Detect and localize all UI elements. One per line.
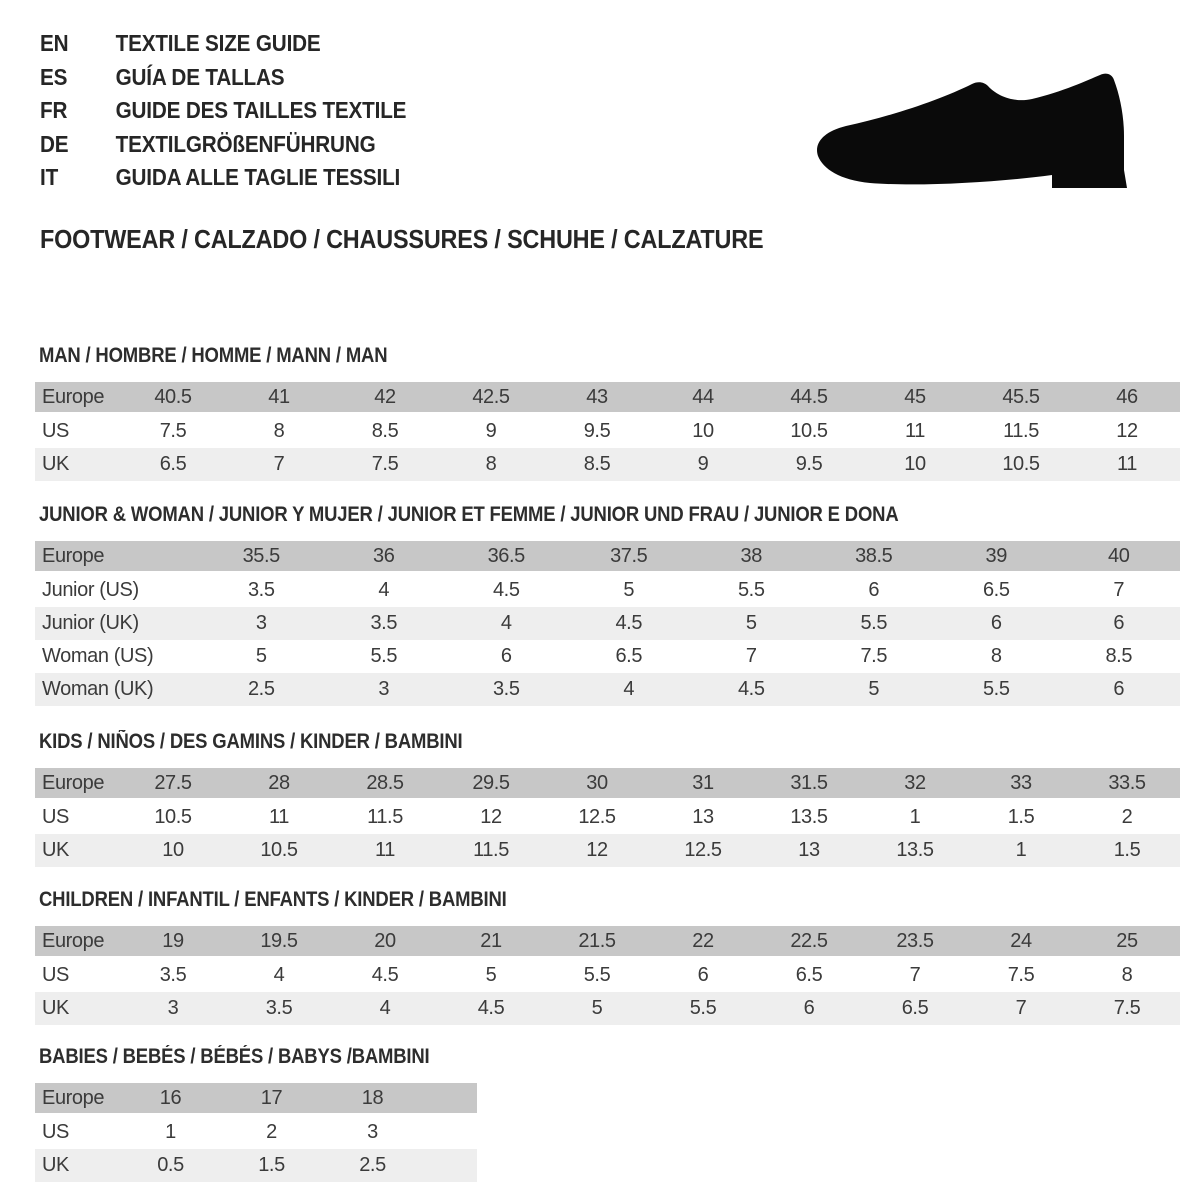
size-value: 5.5 xyxy=(689,997,717,1019)
table-row xyxy=(35,801,1180,834)
children-table-title: CHILDREN / INFANTIL / ENFANTS / KINDER / BAMBINI xyxy=(39,888,507,911)
size-value: 5 xyxy=(485,964,497,986)
size-value: 39 xyxy=(985,544,1007,567)
size-value: 8 xyxy=(990,645,1002,667)
size-value: 5.5 xyxy=(370,645,398,667)
size-value: 9 xyxy=(485,420,497,442)
row-label: Europe xyxy=(42,771,105,794)
size-value: 24 xyxy=(1010,929,1032,952)
size-value: 45 xyxy=(904,385,926,408)
size-value: 9 xyxy=(697,453,709,475)
language-code: DE xyxy=(40,130,69,157)
size-value: 3 xyxy=(367,1121,378,1143)
language-title: TEXTILGRÖßENFÜHRUNG xyxy=(115,130,376,157)
size-value: 12.5 xyxy=(578,806,616,828)
size-value: 31 xyxy=(692,771,714,794)
size-value: 6.5 xyxy=(615,645,643,667)
size-value: 29.5 xyxy=(472,771,510,794)
size-value: 11 xyxy=(375,839,395,861)
row-label: UK xyxy=(42,839,69,861)
size-value: 1 xyxy=(165,1121,176,1143)
row-label: Woman (UK) xyxy=(42,678,154,700)
table-row xyxy=(35,1116,477,1149)
size-value: 5.5 xyxy=(860,612,888,634)
size-value: 19 xyxy=(162,929,184,952)
language-title: GUIDA ALLE TAGLIE TESSILI xyxy=(115,164,401,190)
row-label: Junior (UK) xyxy=(42,612,139,634)
size-value: 1.5 xyxy=(258,1154,285,1176)
size-value: 33 xyxy=(1010,771,1032,794)
size-value: 4.5 xyxy=(615,612,643,634)
size-section-man xyxy=(35,345,1180,481)
size-value: 3.5 xyxy=(370,612,398,634)
size-value: 13 xyxy=(798,839,820,861)
row-label: Europe xyxy=(42,544,105,567)
size-value: 1 xyxy=(1015,839,1027,861)
size-value: 5 xyxy=(623,579,635,601)
row-label: UK xyxy=(42,997,69,1019)
size-value: 21.5 xyxy=(578,929,616,952)
size-section-kids xyxy=(35,731,1180,867)
table-header-row xyxy=(35,1083,477,1113)
size-value: 17 xyxy=(260,1086,283,1109)
size-value: 8.5 xyxy=(583,453,611,475)
size-value: 18 xyxy=(361,1086,384,1109)
size-value: 33.5 xyxy=(1108,771,1146,794)
size-value: 2.5 xyxy=(359,1154,386,1176)
size-value: 3.5 xyxy=(492,678,520,700)
language-code: ES xyxy=(40,63,68,90)
table-row xyxy=(35,1149,477,1182)
size-value: 6.5 xyxy=(901,997,929,1019)
table-header-row xyxy=(35,926,1180,956)
size-value: 3.5 xyxy=(265,997,293,1019)
size-value: 7 xyxy=(1015,997,1027,1019)
size-value: 12 xyxy=(1116,420,1138,442)
table-header-row xyxy=(35,768,1180,798)
kids-table-title: KIDS / NIÑOS / DES GAMINS / KINDER / BAMBINI xyxy=(39,730,463,753)
size-value: 5.5 xyxy=(737,579,765,601)
dress-shoe-icon xyxy=(800,58,1140,208)
table-row xyxy=(35,640,1180,673)
row-label: Woman (US) xyxy=(42,645,154,667)
table-header-row xyxy=(35,382,1180,412)
size-value: 38.5 xyxy=(855,544,893,567)
size-value: 11.5 xyxy=(473,839,509,861)
size-value: 25 xyxy=(1116,929,1138,952)
row-label: UK xyxy=(42,453,69,475)
size-value: 32 xyxy=(904,771,926,794)
size-value: 11.5 xyxy=(1003,420,1039,442)
language-row xyxy=(40,94,406,128)
children-size-table xyxy=(35,926,1180,1025)
size-value: 4.5 xyxy=(492,579,520,601)
size-value: 38 xyxy=(740,544,762,567)
size-value: 44.5 xyxy=(790,385,828,408)
size-value: 42 xyxy=(374,385,396,408)
size-value: 10 xyxy=(692,420,714,442)
size-section-junior-woman xyxy=(35,504,1180,706)
babies-table-title: BABIES / BEBÉS / BÉBÉS / BABYS /BAMBINI xyxy=(39,1045,430,1068)
size-value: 12.5 xyxy=(684,839,722,861)
size-value: 10.5 xyxy=(790,420,828,442)
language-code: IT xyxy=(40,164,59,190)
size-value: 46 xyxy=(1116,385,1138,408)
size-value: 21 xyxy=(480,929,502,952)
size-value: 1.5 xyxy=(1113,839,1141,861)
size-value: 7.5 xyxy=(1007,964,1035,986)
size-value: 9.5 xyxy=(583,420,611,442)
size-value: 11 xyxy=(269,806,289,828)
size-value: 13 xyxy=(692,806,714,828)
size-value: 43 xyxy=(586,385,608,408)
size-value: 5 xyxy=(745,612,757,634)
size-value: 13.5 xyxy=(790,806,828,828)
row-label: Europe xyxy=(42,929,105,952)
size-value: 3 xyxy=(167,997,179,1019)
size-value: 6 xyxy=(697,964,709,986)
size-value: 7.5 xyxy=(159,420,187,442)
table-row xyxy=(35,448,1180,481)
size-value: 2.5 xyxy=(247,678,275,700)
size-value: 10 xyxy=(162,839,184,861)
man-table-title: MAN / HOMBRE / HOMME / MANN / MAN xyxy=(39,344,388,367)
language-code: EN xyxy=(40,30,69,56)
size-value: 41 xyxy=(268,385,290,408)
size-value: 31.5 xyxy=(790,771,828,794)
size-value: 3 xyxy=(378,678,390,700)
size-value: 11.5 xyxy=(367,806,403,828)
size-value: 20 xyxy=(374,929,396,952)
size-value: 5 xyxy=(591,997,603,1019)
size-value: 35.5 xyxy=(242,544,280,567)
size-value: 8 xyxy=(485,453,497,475)
table-row xyxy=(35,834,1180,867)
size-value: 7.5 xyxy=(371,453,399,475)
size-value: 4 xyxy=(273,964,285,986)
language-title-list xyxy=(40,27,447,195)
size-value: 28.5 xyxy=(366,771,404,794)
row-label: Junior (US) xyxy=(42,579,139,601)
language-title: GUÍA DE TALLAS xyxy=(115,63,285,90)
size-value: 6 xyxy=(500,645,512,667)
size-value: 11 xyxy=(905,420,925,442)
size-value: 10 xyxy=(904,453,926,475)
row-label: Europe xyxy=(42,385,105,408)
size-value: 12 xyxy=(586,839,608,861)
size-value: 6 xyxy=(868,579,880,601)
size-value: 6.5 xyxy=(795,964,823,986)
table-row xyxy=(35,415,1180,448)
junior-woman-table-title: JUNIOR & WOMAN / JUNIOR Y MUJER / JUNIOR ET FEMME / JUNIOR UND FRAU / JUNIOR E DONA xyxy=(39,503,899,526)
size-value: 2 xyxy=(266,1121,277,1143)
babies-size-table xyxy=(35,1083,477,1182)
size-value: 3.5 xyxy=(159,964,187,986)
size-value: 27.5 xyxy=(154,771,192,794)
size-value: 5 xyxy=(868,678,880,700)
size-value: 3.5 xyxy=(247,579,275,601)
category-title: FOOTWEAR / CALZADO / CHAUSSURES / SCHUHE / CALZATURE xyxy=(40,224,764,254)
size-value: 5.5 xyxy=(583,964,611,986)
row-label: US xyxy=(42,420,69,442)
row-label: US xyxy=(42,964,69,986)
size-value: 16 xyxy=(159,1086,182,1109)
table-header-row xyxy=(35,541,1180,571)
size-value: 6 xyxy=(1113,612,1125,634)
language-row xyxy=(40,161,406,195)
row-label: US xyxy=(42,806,69,828)
size-value: 10.5 xyxy=(260,839,298,861)
size-value: 40 xyxy=(1108,544,1130,567)
size-value: 13.5 xyxy=(896,839,934,861)
size-value: 45.5 xyxy=(1002,385,1040,408)
size-value: 4.5 xyxy=(371,964,399,986)
size-value: 6 xyxy=(990,612,1002,634)
size-value: 36 xyxy=(373,544,395,567)
size-value: 36.5 xyxy=(487,544,525,567)
size-value: 4.5 xyxy=(737,678,765,700)
size-value: 6 xyxy=(1113,678,1125,700)
size-value: 6.5 xyxy=(159,453,187,475)
size-value: 7.5 xyxy=(1113,997,1141,1019)
language-row xyxy=(40,27,406,61)
language-code: FR xyxy=(40,97,68,123)
row-label: US xyxy=(42,1121,69,1143)
table-row xyxy=(35,992,1180,1025)
table-row xyxy=(35,673,1180,706)
size-value: 8 xyxy=(273,420,285,442)
size-value: 42.5 xyxy=(472,385,510,408)
size-section-children xyxy=(35,889,1180,1025)
table-row xyxy=(35,959,1180,992)
language-row xyxy=(40,128,406,162)
language-title: GUIDE DES TAILLES TEXTILE xyxy=(115,97,407,123)
man-size-table xyxy=(35,382,1180,481)
kids-size-table xyxy=(35,768,1180,867)
size-value: 37.5 xyxy=(610,544,648,567)
size-value: 5.5 xyxy=(982,678,1010,700)
size-value: 8.5 xyxy=(371,420,399,442)
size-value: 22.5 xyxy=(790,929,828,952)
size-value: 8.5 xyxy=(1105,645,1133,667)
size-value: 10.5 xyxy=(154,806,192,828)
size-value: 7 xyxy=(909,964,921,986)
size-value: 44 xyxy=(692,385,714,408)
size-value: 3 xyxy=(255,612,267,634)
language-row xyxy=(40,61,406,95)
size-value: 1.5 xyxy=(1007,806,1035,828)
size-value: 23.5 xyxy=(896,929,934,952)
row-label: UK xyxy=(42,1154,69,1176)
size-value: 4 xyxy=(379,997,391,1019)
size-value: 4 xyxy=(623,678,635,700)
size-value: 9.5 xyxy=(795,453,823,475)
size-value: 30 xyxy=(586,771,608,794)
size-value: 0.5 xyxy=(157,1154,184,1176)
size-value: 7 xyxy=(273,453,285,475)
size-value: 5 xyxy=(255,645,267,667)
size-value: 6 xyxy=(803,997,815,1019)
size-value: 4.5 xyxy=(477,997,505,1019)
size-value: 7.5 xyxy=(860,645,888,667)
size-value: 1 xyxy=(909,806,921,828)
size-value: 22 xyxy=(692,929,714,952)
size-value: 28 xyxy=(268,771,290,794)
size-value: 6.5 xyxy=(982,579,1010,601)
size-value: 7 xyxy=(1113,579,1125,601)
row-label: Europe xyxy=(42,1086,105,1109)
size-value: 11 xyxy=(1117,453,1137,475)
table-row xyxy=(35,574,1180,607)
language-title: TEXTILE SIZE GUIDE xyxy=(115,30,321,56)
size-value: 4 xyxy=(500,612,512,634)
size-value: 19.5 xyxy=(260,929,298,952)
size-value: 8 xyxy=(1121,964,1133,986)
size-value: 12 xyxy=(480,806,502,828)
size-value: 10.5 xyxy=(1002,453,1040,475)
table-row xyxy=(35,607,1180,640)
size-value: 7 xyxy=(745,645,757,667)
size-value: 2 xyxy=(1121,806,1133,828)
size-value: 40.5 xyxy=(154,385,192,408)
size-section-babies xyxy=(35,1046,483,1182)
junior-woman-size-table xyxy=(35,541,1180,706)
size-value: 4 xyxy=(378,579,390,601)
